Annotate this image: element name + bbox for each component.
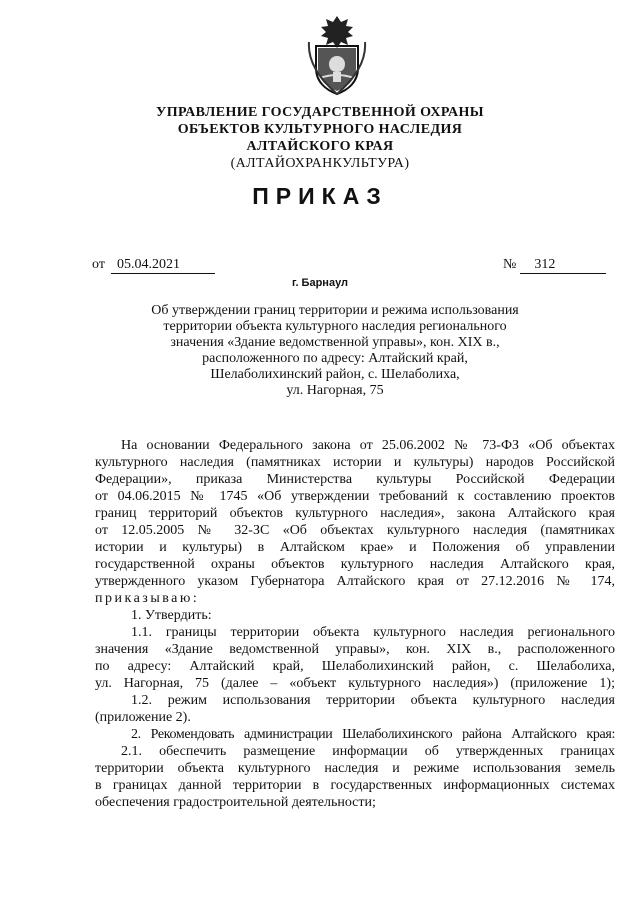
body-line: утвержденного указом Губернатора Алтайского края от 27.12.2016 № 174, [95,574,615,589]
body-line-order-word: приказываю: [95,591,200,606]
body-line: (приложение 2). [95,710,191,725]
item-1-2: 1.2. режим использования территории объекта культурного наследия [131,693,615,708]
body-line: территории объекта культурного наследия и режиме использования земель [95,761,615,776]
document-type: ПРИКАЗ [252,183,388,209]
city-name: г. Барнаул [291,277,349,289]
agency-name-line3: АЛТАЙСКОГО КРАЯ [246,139,394,154]
body-line: культурного наследия (памятниках истории и культуры) народов Российской [95,455,615,470]
title-line: Шелаболихинский район, с. Шелаболиха, [210,367,460,382]
body-line: ул. Нагорная, 75 (далее – «объект культурного наследия») (приложение 1); [95,676,615,691]
item-1: 1. Утвердить: [131,608,212,623]
order-body [95,437,615,811]
date-prefix: от [92,257,105,272]
order-title [140,303,530,399]
body-line: истории и культуры) в Алтайском крае» и Положения об управлении [95,540,615,555]
title-line: Об утверждении границ территории и режима использования [151,303,519,318]
body-line: Федерации», приказа Министерства культуры Российской Федерации [95,472,615,487]
body-line: государственной охраны объектов культурного наследия Алтайского края, [95,557,615,572]
number-prefix: № [503,257,517,272]
body-line: значения «Здание ведомственной управы», кон. XIX в., расположенного [95,642,615,657]
body-line: На основании Федерального закона от 25.06.2002 № 73-ФЗ «Об объектах [121,438,615,453]
body-line: от 04.06.2015 № 1745 «Об утверждении требований к составлению проектов [95,489,615,504]
coat-of-arms-icon [306,12,368,98]
agency-short-name: (АЛТАЙОХРАНКУЛЬТУРА) [230,156,410,171]
title-line: ул. Нагорная, 75 [286,383,384,398]
title-line: расположенного по адресу: Алтайский край, [202,351,468,366]
date-value: 05.04.2021 [111,257,215,274]
agency-name-line2: ОБЪЕКТОВ КУЛЬТУРНОГО НАСЛЕДИЯ [177,122,463,137]
body-line: границ территорий объектов культурного наследия», закона Алтайского края [95,506,615,521]
item-1-1: 1.1. границы территории объекта культурного наследия регионального [131,625,615,640]
item-2-1: 2.1. обеспечить размещение информации об утвержденных границах [121,744,615,759]
agency-name-line1: УПРАВЛЕНИЕ ГОСУДАРСТВЕННОЙ ОХРАНЫ [156,105,484,120]
document-date [92,257,215,274]
body-line: обеспечения градостроительной деятельности; [95,795,376,810]
body-line: по адресу: Алтайский край, Шелаболихинский район, с. Шелаболиха, [95,659,615,674]
number-value: 312 [520,257,606,274]
item-2: 2. Рекомендовать администрации Шелаболихинского района Алтайского края: [131,727,615,742]
title-line: значения «Здание ведомственной управы», кон. XIX в., [170,335,500,350]
body-line: в границах данной территории в государственных информационных системах [95,778,615,793]
body-line: от 12.05.2005 № 32-ЗС «Об объектах культурного наследия (памятниках [95,523,615,538]
document-number [503,257,606,274]
title-line: территории объекта культурного наследия регионального [163,319,507,334]
